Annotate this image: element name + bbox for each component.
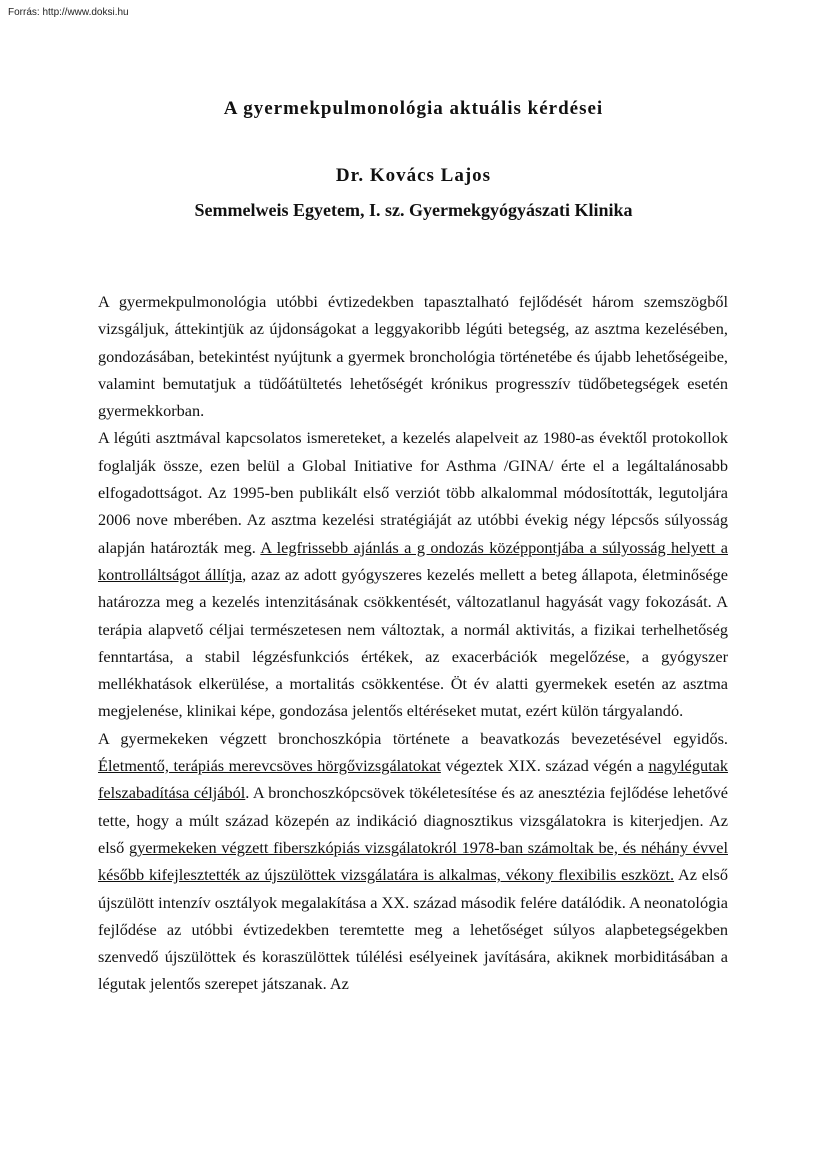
text-span: , azaz az adott gyógyszeres kezelés mellett a beteg állapota, életminősége határozza meg a kezelés intenzitásának csökkentését, változatlanul hagyását vagy fokozását. A terápia alapvető céljai természetesen nem változtak, a normál aktivitás, a fizikai terhelhetőség fenntartása, a stabil légzésfunkciós értékek, az exacerbációk megelőzése, a gyógyszer mellékhatások elkerülése, a mortalitás csökkentése. Öt év alatti gyermekek esetén az asztma megjelenése, klinikai képe, gondozása jelentős eltéréseket mutat, ezért külön tárgyalandó. <box>98 564 728 721</box>
underlined-text: gyermekeken végzett fiberszkópiás vizsgálatokról 1978-ban számoltak be, és néhány évvel később kifejlesztették az újszülöttek vizsgálatára is alkalmas, vékony flexibilis eszközt. <box>98 837 728 885</box>
source-url: Forrás: http://www.doksi.hu <box>8 7 129 18</box>
text-span: A légúti asztmával kapcsolatos ismereteket, a kezelés alapelveit az 1980-as évektől protokollok foglalják össze, ezen belül a Global Initiative for Asthma /GINA/ érte el a legáltalánosabb elfogadottságot. Az 1995-ben publikált első verziót több alkalommal módosították, legutoljára 2006 nove mberében. Az asztma kezelési stratégiáját az utóbbi évekig négy lépcsős súlyosság alapján határozták meg. <box>98 428 728 557</box>
text-span: Az első újszülött intenzív osztályok megalakítása a XX. század második felére datálódik. A neonatológia fejlődése az utóbbi évtizedekben teremtette meg a lehetőséget súlyos alapbetegségekben szenvedő újszülöttek és koraszülöttek túlélési esélyeinek javítására, akiknek morbiditásában a légutak jelentős szerepet játszanak. Az <box>98 865 728 994</box>
document-body <box>98 288 728 998</box>
text-span: végeztek XIX. század végén a <box>440 756 649 776</box>
underlined-text: A legfrissebb ajánlás a g ondozás középpontjába a súlyosság helyett a kontrolláltságot állítja <box>98 537 729 584</box>
text-span: A gyermekeken végzett bronchoszkópia története a beavatkozás bevezetésével egyidős. <box>98 728 728 748</box>
underlined-text: Életmentő, terápiás merevcsöves hörgővizsgálatokat <box>98 756 441 776</box>
paragraph-intro: A gyermekpulmonológia utóbbi évtizedekben tapasztalható fejlődését három szemszögből vizsgáljuk, áttekintjük az újdonságokat a leggyakoribb légúti betegség, az asztma kezelésében, gondozásában, betekintést nyújtunk a gyermek bronchológia történetébe és újabb lehetőségeibe, valamint bemutatjuk a tüdőátültetés lehetőségét krónikus progresszív tüdőbetegségek esetén gyermekkorban. <box>98 292 728 421</box>
text-span: . A bronchoszkópcsövek tökéletesítése és az anesztézia fejlődése lehetővé tette, hogy a múlt század közepén az indikáció diagnosztikus vizsgálatokra is kiterjedjen. Az első <box>98 783 729 857</box>
paragraph-asthma <box>98 424 728 724</box>
document-title: A gyermekpulmonológia aktuális kérdései <box>223 98 604 119</box>
paragraph-bronchoscopy <box>98 725 728 998</box>
author-affiliation: Semmelweis Egyetem, I. sz. Gyermekgyógyászati Klinika <box>194 200 633 220</box>
underlined-text: nagylégutak felszabadítása céljából <box>98 756 729 803</box>
author-name: Dr. Kovács Lajos <box>335 165 492 186</box>
